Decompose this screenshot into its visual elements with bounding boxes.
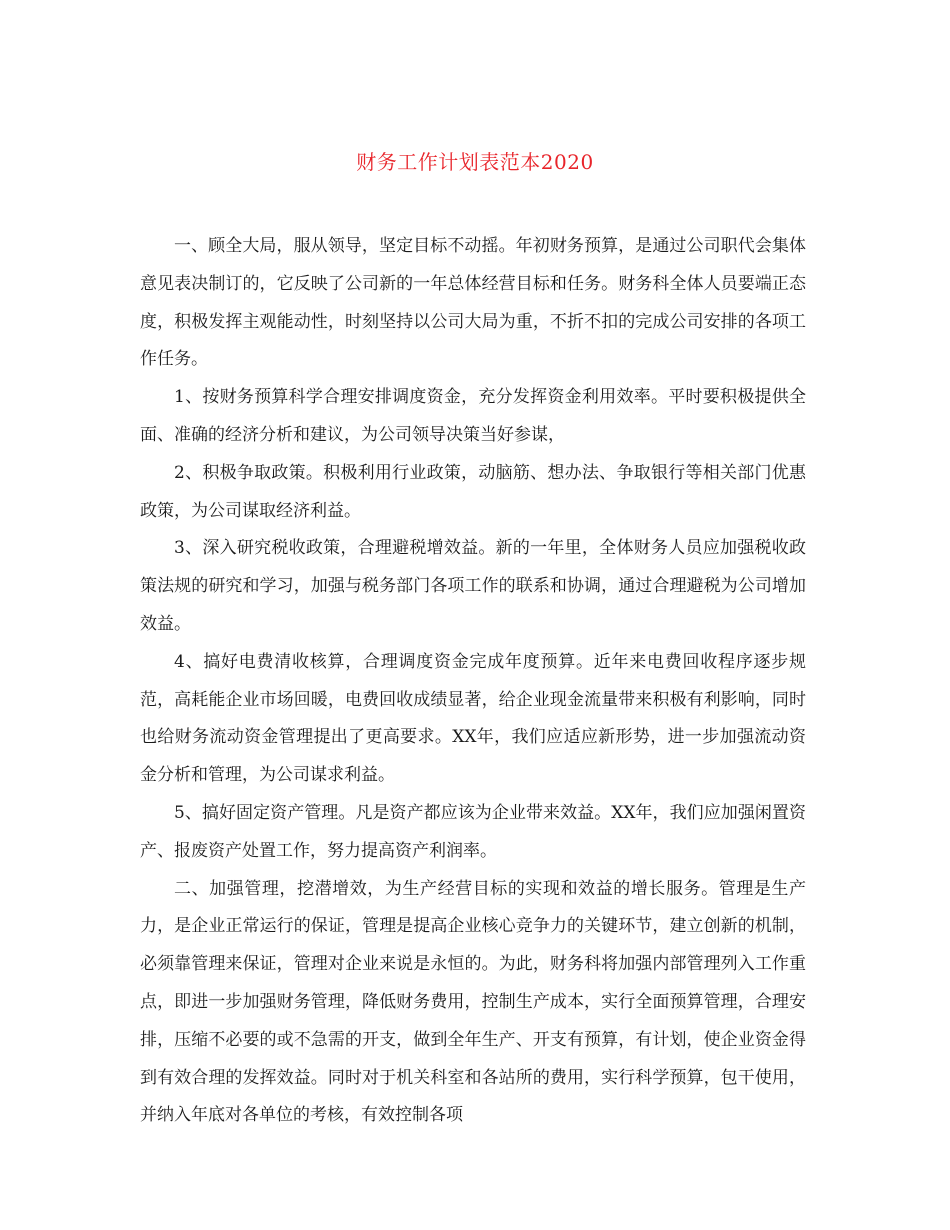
paragraph-4: 3、深入研究税收政策，合理避税增效益。新的一年里，全体财务人员应加强税收政策法规的研究和学习，加强与税务部门各项工作的联系和协调，通过合理避税为公司增加效益。 [140,538,806,634]
paragraph-7: 二、加强管理，挖潜增效，为生产经营目标的实现和效益的增长服务。管理是生产力，是企业正常运行的保证，管理是提高企业核心竞争力的关键环节，建立创新的机制，必须靠管理来保证，管理对企业来说是永恒的。为此，财务科将加强内部管理列入工作重点，即进一步加强财务管理，降低财务费用，控制生产成本，实行全面预算管理，合理安排，压缩不必要的或不急需的开支，做到全年生产、开支有预算，有计划，使企业资金得到有效合理的发挥效益。同时对于机关科室和各站所的费用，实行科学预算，包干使用，并纳入年底对各单位的考核，有效控制各项 [140,878,806,1126]
document-body [140,228,806,1135]
paragraph-5: 4、搞好电费清收核算，合理调度资金完成年度预算。近年来电费回收程序逐步规范，高耗能企业市场回暖，电费回收成绩显著，给企业现金流量带来积极有利影响，同时也给财务流动资金管理提出了更高要求。XX年，我们应适应新形势，进一步加强流动资金分析和管理，为公司谋求利益。 [140,651,806,786]
paragraph-6: 5、搞好固定资产管理。凡是资产都应该为企业带来效益。XX年，我们应加强闲置资产、报废资产处置工作，努力提高资产利润率。 [140,802,806,861]
paragraph-2: 1、按财务预算科学合理安排调度资金，充分发挥资金利用效率。平时要积极提供全面、准确的经济分析和建议，为公司领导决策当好参谋， [140,387,806,445]
paragraph-3: 2、积极争取政策。积极利用行业政策，动脑筋、想办法、争取银行等相关部门优惠政策，为公司谋取经济利益。 [140,462,806,521]
paragraph-1: 一、顾全大局，服从领导，坚定目标不动摇。年初财务预算，是通过公司职代会集体意见表决制订的，它反映了公司新的一年总体经营目标和任务。财务科全体人员要端正态度，积极发挥主观能动性，时刻坚持以公司大局为重，不折不扣的完成公司安排的各项工作任务。 [140,236,806,370]
document-title: 财务工作计划表范本2020 [356,150,594,174]
